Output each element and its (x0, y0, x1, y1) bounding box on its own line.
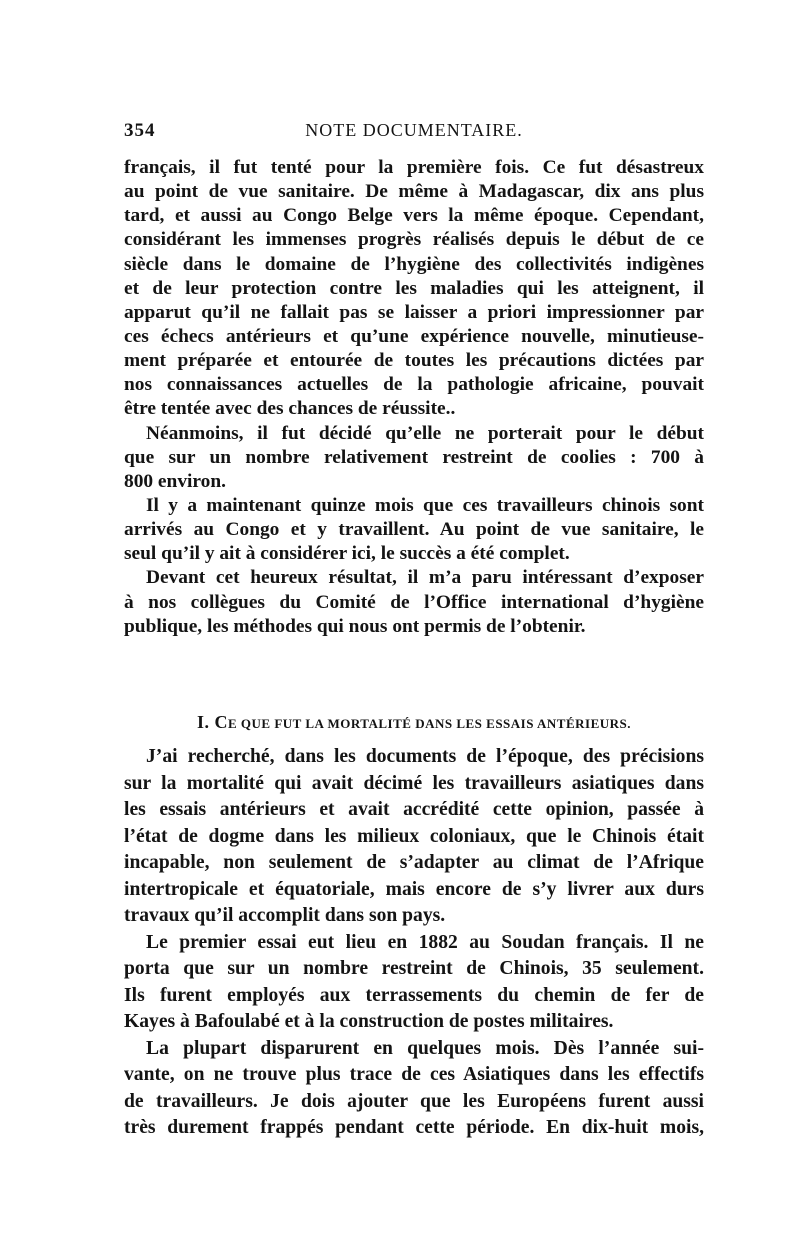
text-line: de travailleurs. Je dois ajouter que les Européens furent aussi (124, 1090, 704, 1112)
text-line: intertropicale et équatoriale, mais encore de s’y livrer aux durs (124, 878, 704, 900)
running-head: NOTE DOCUMENTAIRE. (305, 120, 523, 140)
text-line: nos connaissances actuelles de la pathologie africaine, pouvait (124, 374, 704, 396)
text-line: sur la mortalité qui avait décimé les travailleurs asiatiques dans (124, 772, 704, 794)
text-line: apparut qu’il ne fallait pas se laisser a priori impressionner par (124, 301, 704, 323)
text-line: les essais antérieurs et avait accrédité cette opinion, passée à (124, 799, 704, 820)
text-line: Kayes à Bafoulabé et à la construction de postes militaires. (124, 1011, 614, 1032)
text-line: incapable, non seulement de s’adapter au climat de l’Afrique (124, 852, 704, 873)
text-line: Devant cet heureux résultat, il m’a paru intéressant d’exposer (146, 567, 704, 589)
text-line: Il y a maintenant quinze mois que ces travailleurs chinois sont (146, 494, 704, 516)
text-line: et de leur protection contre les maladies qui les atteignent, il (124, 277, 704, 299)
text-line: ces échecs antérieurs et qu’une expérience nouvelle, minutieuse- (124, 325, 704, 347)
text-line: Néanmoins, il fut décidé qu’elle ne porterait pour le début (146, 422, 704, 444)
text-line: arrivés au Congo et y travaillent. Au point de vue sanitaire, le (124, 519, 704, 541)
text-line: considérant les immenses progrès réalisés depuis le début de ce (124, 229, 704, 251)
text-line: Ils furent employés aux terrassements du chemin de fer de (124, 984, 704, 1006)
text-line: publique, les méthodes qui nous ont permis de l’obtenir. (124, 615, 586, 637)
text-line: très durement frappés pendant cette période. En dix-huit mois, (124, 1117, 704, 1138)
text-line: au point de vue sanitaire. De même à Madagascar, dix ans plus (124, 181, 704, 203)
page-header (124, 120, 704, 146)
text-line: seul qu’il y ait à considérer ici, le succès a été complet. (124, 543, 570, 565)
section-title-rest: E QUE FUT LA MORTALITÉ DANS LES ESSAIS ANTÉRIEURS. (228, 716, 631, 731)
text-line: travaux qu’il accomplit dans son pays. (124, 905, 446, 926)
text-line: être tentée avec des chances de réussite.. (124, 398, 456, 420)
body-text-bottom (124, 744, 704, 1142)
section-title-initial: C (214, 712, 229, 732)
page-number: 354 (124, 120, 156, 141)
text-line: La plupart disparurent en quelques mois. Dès l’année sui- (146, 1037, 704, 1059)
text-line: que sur un nombre relativement restreint de coolies : 700 à (124, 446, 704, 468)
text-line: tard, et aussi au Congo Belge vers la même époque. Cependant, (124, 205, 704, 227)
text-line: à nos collègues du Comité de l’Office international d’hygiène (124, 591, 704, 613)
text-line: Le premier essai eut lieu en 1882 au Soudan français. Il ne (146, 931, 704, 953)
section-number: I. (197, 712, 210, 732)
text-line: français, il fut tenté pour la première fois. Ce fut désastreux (124, 157, 704, 178)
text-line: 800 environ. (124, 470, 226, 492)
body-text-top (124, 156, 704, 639)
text-line: vante, on ne trouve plus trace de ces Asiatiques dans les effectifs (124, 1064, 704, 1085)
text-line: l’état de dogme dans les milieux coloniaux, que le Chinois était (124, 825, 704, 847)
text-line: siècle dans le domaine de l’hygiène des collectivités indigènes (124, 253, 704, 275)
text-line: porta que sur un nombre restreint de Chinois, 35 seulement. (124, 958, 704, 979)
section-heading (124, 712, 704, 733)
text-line: J’ai recherché, dans les documents de l’époque, des précisions (146, 746, 704, 767)
text-line: ment préparée et entourée de toutes les précautions dictées par (124, 350, 704, 372)
